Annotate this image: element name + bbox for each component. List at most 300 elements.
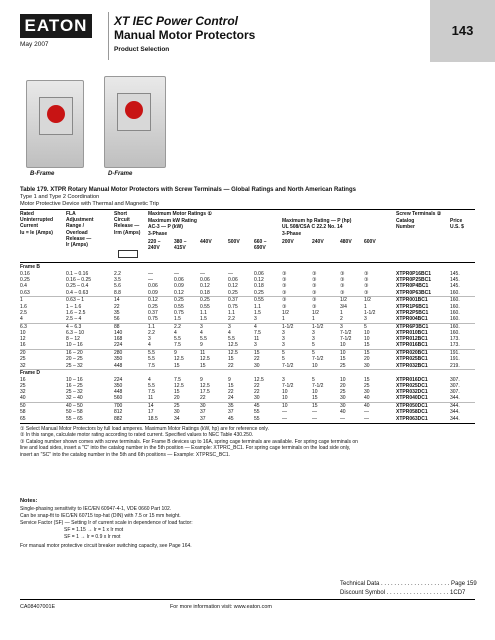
table-cell: 10 [20,330,26,336]
table-cell: ③ [312,297,317,304]
table-cell: 0.12 [148,297,158,304]
table-cell: 4 [200,330,203,336]
table-cell: 7-1/2 [312,383,324,389]
table-cell: 25 [340,362,346,369]
note-line: Can be snap-fit to IEC/EN 60715 top-hat (DIN) with 7.5 or 15 mm height. [20,513,181,519]
table-cell: 0.37 [148,309,158,316]
table-cell: 344. [450,395,460,402]
table-cell: 0.37 [228,297,238,304]
table-cell: XTPR058DC1 [396,409,428,416]
table-cell: 3 [254,342,257,349]
table-cell: 280 [114,350,123,357]
table-cell: 30 [254,362,260,369]
table-cell: 560 [114,395,123,402]
kw-col-5: 660 – 690V [254,239,267,252]
table-cell: 10 [282,403,288,410]
table-cell: 16 – 20 [66,350,83,357]
table-cell: 32 [20,362,26,369]
table-cell: 40 [364,395,370,402]
rotary-knob-icon [125,101,143,119]
table-cell: 10 [340,342,346,349]
table-cell: XTPR0P25BC1 [396,277,432,284]
table-cell: 1.1 [254,303,261,310]
table-cell: 22 [254,356,260,363]
b-frame-label: B-Frame [30,171,55,177]
table-cell: 140 [114,330,123,336]
table-cell: 25 [20,383,26,389]
table-cell: 1.1 [148,323,155,330]
catalog-code: CA08407001E [20,604,56,610]
table-cell: 3.5 [114,277,121,284]
table-cell: 1/2 [340,297,347,304]
table-cell: ③ [312,283,317,290]
hp-head-2: UL 508/CSA C 22.2 No. 14 [282,224,343,230]
table-cell: 9 [174,350,177,357]
hp-col-2: 240V [312,239,324,245]
table-cell: 30 [364,362,370,369]
table-cell: 0.06 [174,277,184,284]
table-cell: XTPR025BC1 [396,356,428,363]
eaton-logo: EATON [20,14,92,38]
table-cell: 15 [340,356,346,363]
table-cell: 350 [114,356,123,363]
table-cell: 20 [20,350,26,357]
table-cell: ③ [340,277,345,284]
table-cell: 11 [254,336,260,343]
table-cell: 160. [450,316,460,322]
table-cell: 219. [450,362,460,369]
table-cell: 22 [228,389,234,396]
table-cell: 0.06 [228,277,238,284]
table-cell: XTPR016DC1 [396,376,428,383]
table-cell: 3 [282,330,285,336]
col-screw-terminals: Screw Terminals ② [396,211,442,217]
table-cell: 0.25 – 0.4 [66,283,89,290]
table-cell: XTPR0P63BC1 [396,289,432,296]
table-cell: ③ [364,283,369,290]
table-cell: 5.5 [200,336,207,343]
technical-data-ref: Technical Data . . . . . . . . . . . . . . . . . . . . . Page 159 [340,581,477,587]
table-cell: 9 [200,342,203,349]
table-cell: 1/2 [282,309,289,316]
notes-heading: Notes: [20,498,38,504]
table-cell: 1 [282,316,285,322]
col-rated [20,211,53,236]
table-cell: 24 [228,395,234,402]
fla-l3: Range / [66,223,85,230]
table-cell: 30 [200,403,206,410]
table-cell: 3/4 [340,303,347,310]
d-frame-image [104,76,166,168]
table-cell: — [148,271,153,277]
table-cell: XTPR020BC1 [396,350,428,357]
website-link[interactable]: For more information visit: www.eaton.com [170,604,272,610]
table-cell: 4 [148,342,151,349]
table-cell: 15 [228,356,234,363]
table-cell: 0.55 [174,303,184,310]
b-frame-image [26,80,84,168]
table-cell: 30 [174,409,180,416]
hp-col-3: 480V [340,239,352,245]
rated-l3: Current [20,223,39,230]
page-title-line1: XT IEC Power Control [114,14,239,28]
table-cell: — [364,415,369,422]
table-cell: 16 [20,376,26,383]
table-cell: XTPR001BC1 [396,297,428,304]
table-cell: 5 [312,350,315,357]
table-cell: 0.16 – 0.25 [66,277,92,284]
table-cell: 2.2 [174,323,181,330]
table-cell: 12.5 [228,350,238,357]
table-cell: 700 [114,403,123,410]
table-cell: 11 [148,395,154,402]
table-cell: 160. [450,289,460,296]
frame-divider-rule [20,369,475,370]
fla-l5: Release — [66,235,92,242]
table-cell: 160. [450,303,460,310]
table-cell: 1.6 – 2.5 [66,309,86,316]
table-cell: 812 [114,409,123,416]
table-cell: 3 [282,336,285,343]
table-cell: 307. [450,383,460,389]
catalog-l2: Number [396,224,415,231]
table-cell: 7.5 [148,389,155,396]
col-catalog [396,218,415,230]
short-l4: Irm (Amps) [114,229,141,236]
table-cell: 2 [340,316,343,322]
table-cell: 25 [340,389,346,396]
table-cell: 344. [450,409,460,416]
table-cell: 3 [228,323,231,330]
table-cell: 145. [450,277,460,284]
table-cell: 0.63 – 1 [66,297,85,304]
table-cell: 15 [364,350,370,357]
col-price [450,218,464,230]
table-cell: 7.5 [148,362,155,369]
table-cell: 1-1/2 [364,309,376,316]
rated-l1: Rated [20,211,34,217]
table-cell: 22 [200,395,206,402]
table-cell: 40 [340,409,346,416]
table-cell: 12.5 [254,376,264,383]
table-cell: 5.5 [148,383,155,389]
table-cell: 30 [254,395,260,402]
table-cell: 3 [254,316,257,322]
table-cell: XTPR2P5BC1 [396,309,429,316]
table-cell: 4 – 6.3 [66,323,82,330]
table-cell: 11 [200,350,206,357]
note-line: Single-phasing sensitivity to IEC/EN 60947-4-1, VDE 0660 Part 102. [20,506,172,512]
table-subtitle-1: Type 1 and Type 2 Coordination [20,194,100,200]
table-cell: 168 [114,336,123,343]
table-cell: — [174,271,179,277]
table-cell: 0.09 [148,289,158,296]
table-cell: 10 [312,362,318,369]
table-cell: 0.12 [200,283,210,290]
table-cell: 15 [174,389,180,396]
table-cell: 0.18 [254,283,264,290]
table-cell: 0.63 [20,289,30,296]
table-cell: XTPR012BC1 [396,336,428,343]
fla-l2: Adjustment [66,217,94,224]
table-cell: ③ [312,303,317,310]
table-cell: 7-1/2 [340,336,352,343]
table-cell: 5.5 [174,336,181,343]
table-cell: XTPR050DC1 [396,403,428,410]
table-cell: 0.4 – 0.63 [66,289,89,296]
table-cell: 32 – 40 [66,395,83,402]
table-cell: 0.75 [228,303,238,310]
publication-date: May 2007 [20,41,49,48]
table-cell: 22 [114,303,120,310]
footer-rule [20,599,475,600]
table-cell: 45 [228,415,234,422]
table-cell: XTPR004BC1 [396,316,428,322]
table-title: Table 179. XTPR Rotary Manual Motor Protectors with Screw Terminals — Global Ratings and North American Ratings [20,187,356,193]
table-cell: 0.16 [20,271,30,277]
table-cell: 56 [114,316,120,322]
table-cell: 40 [364,403,370,410]
table-cell: 7-1/2 [340,330,352,336]
table-cell: ③ [312,289,317,296]
table-cell: ③ [364,289,369,296]
table-cell: 2.2 [148,330,155,336]
table-cell: 20 [340,383,346,389]
fla-l4: Overload [66,229,88,236]
table-cell: 35 [228,403,234,410]
table-cell: 0.25 [254,289,264,296]
table-cell: 1 [340,309,343,316]
table-cell: XTPR040DC1 [396,395,428,402]
table-cell: 7-1/2 [312,356,324,363]
table-cell: 1.1 [228,309,235,316]
kw-head-1: Maximum kW Rating [148,218,197,224]
table-cell: XTPR016BC1 [396,342,428,349]
table-cell: 7.5 [174,376,181,383]
hp-head-1: Maximum hp Rating — P (hp) [282,218,352,224]
table-cell: 5.5 [228,336,235,343]
table-cell: 20 [174,395,180,402]
short-l2: Circuit [114,217,130,224]
table-cell: 191. [450,350,460,357]
table-cell: 9 [228,376,231,383]
table-cell: XTPR0P16BC1 [396,271,432,277]
short-l3: Release — [114,223,140,230]
col-short-circuit [114,211,140,236]
table-cell: 3 [364,316,367,322]
table-cell: 0.25 [20,277,30,284]
table-cell: 1.1 [200,309,207,316]
table-cell: 0.09 [174,283,184,290]
table-cell: 12.5 [174,356,184,363]
table-cell: 25 [364,383,370,389]
table-cell: 3 [148,336,151,343]
table-cell: 173. [450,342,460,349]
table-cell: 350 [114,383,123,389]
table-cell: 12.5 [200,383,210,389]
table-cell: ③ [340,283,345,290]
footnote: ② In this range, calculate motor rating according to rated current. Specified values to NEC Table 430.250. [20,432,254,439]
table-cell: 50 [20,403,26,410]
table-cell: ③ [282,303,287,310]
table-bottom-rule [20,423,475,424]
table-cell: 1-1/2 [312,323,324,330]
table-cell: — [340,415,345,422]
table-cell: 0.4 [20,283,27,290]
table-cell: 22 [254,383,260,389]
table-cell: 14 [148,403,154,410]
table-cell: 14 [114,297,120,304]
table-cell: 1/2 [312,309,319,316]
table-cell: 307. [450,376,460,383]
col-fla [66,211,94,248]
table-cell: 88 [114,323,120,330]
table-cell: 25 – 32 [66,389,83,396]
kw-head-2: AC-3 — P (kW) [148,224,183,230]
table-cell: 0.25 [148,303,158,310]
note-line: SF = 1.15 → Ir = 1 x Ir mot [64,527,124,533]
note-line: For manual motor protective circuit breaker switching capacity, see Page 164. [20,543,192,549]
note-line: Service Factor (SF) — Setting Ir of current scale in dependence of load factor: [20,520,193,526]
rated-l4: Iu = Ie (Amps) [20,229,53,236]
table-cell: — [200,271,205,277]
table-subtitle-2: Motor Protective Device with Thermal and Magnetic Trip [20,201,159,207]
catalog-l1: Catalog [396,218,415,224]
table-cell: 55 [254,409,260,416]
table-cell: 0.25 [200,297,210,304]
table-cell: 18.5 [148,415,158,422]
table-cell: 0.06 [148,283,158,290]
table-cell: 0.75 [174,309,184,316]
table-cell: 30 [364,389,370,396]
table-cell: 25 – 32 [66,362,83,369]
table-cell: 12.5 [228,342,238,349]
table-cell: 17.5 [200,389,210,396]
table-cell: 160. [450,309,460,316]
footnote: ① Select Manual Motor Protectors by full load amperes. Maximum Motor Ratings (kW, hp) are for reference only. [20,425,269,432]
table-cell: 3 [312,336,315,343]
section-title: Product Selection [114,46,170,53]
table-cell: 37 [200,415,206,422]
page-title-line2: Manual Motor Protectors [114,28,256,42]
short-l1: Short [114,211,128,217]
kw-col-1: 220 – 240V [148,239,161,252]
table-cell: 34 [174,415,180,422]
table-cell: 15 [312,395,318,402]
rotary-knob-icon [47,105,65,123]
table-cell: 224 [114,376,123,383]
table-cell: 30 [340,395,346,402]
table-cell: 5 [282,350,285,357]
table-cell: 160. [450,330,460,336]
table-cell: — [282,415,287,422]
table-cell: 40 – 50 [66,403,83,410]
frame-d-label: Frame D [20,369,41,376]
table-cell: 4 [148,376,151,383]
table-cell: 4 [228,330,231,336]
table-cell: ③ [282,289,287,296]
table-cell: 1 – 1.6 [66,303,82,310]
table-cell: 40 [20,395,26,402]
table-cell: 12.5 [200,356,210,363]
table-cell: 20 – 25 [66,356,83,363]
table-cell: 58 [20,409,26,416]
kw-col-2: 380 – 415V [174,239,187,252]
table-cell: ③ [312,271,317,277]
table-cell: 0.12 [174,289,184,296]
table-cell: XTPR032BC1 [396,362,428,369]
table-cell: 15 [364,376,370,383]
table-top-rule [20,209,475,210]
kw-three-phase: 3-Phase [148,231,168,237]
table-cell: ③ [340,289,345,296]
table-cell: ③ [282,277,287,284]
table-cell: 5.5 [148,350,155,357]
hp-col-1: 200V [282,239,294,245]
page-number: 143 [430,0,495,62]
table-cell: 1.5 [174,316,181,322]
table-cell: XTPR032DC1 [396,389,428,396]
table-cell: 22 [228,362,234,369]
table-cell: 173. [450,336,460,343]
table-cell: 37 [200,409,206,416]
table-cell: 0.12 [228,283,238,290]
table-cell: — [282,409,287,416]
table-cell: 6.3 [20,323,27,330]
table-cell: 1 [20,297,23,304]
fla-l1: FLA [66,211,76,217]
table-cell: 12.5 [174,383,184,389]
table-cell: XTPR010BC1 [396,330,428,336]
table-cell: 45 [254,403,260,410]
table-cell: XTPR0P4BC1 [396,283,429,290]
table-cell: ③ [282,271,287,277]
col-max-motor: Maximum Motor Ratings ① [148,211,212,217]
table-cell: 160. [450,297,460,304]
table-cell: 5 [282,356,285,363]
table-cell: 7.5 [174,342,181,349]
table-cell: 344. [450,403,460,410]
table-cell: 7-1/2 [282,383,294,389]
table-cell: 7-1/2 [282,362,294,369]
table-cell: 16 – 25 [66,383,83,389]
note-line: SF = 1 → Ir = 0.9 x Ir mot [64,534,121,540]
table-cell: 3 [282,342,285,349]
table-cell: ③ [364,277,369,284]
hp-col-4: 600V [364,239,376,245]
table-cell: 50 – 58 [66,409,83,416]
table-cell: — [364,409,369,416]
table-cell: ③ [364,271,369,277]
table-cell: XTPR063DC1 [396,415,428,422]
table-cell: 25 [174,403,180,410]
table-cell: 25 [20,356,26,363]
footnote: insert an "SC" into the catalog number in the 5th and 6th positions — Example: XTPRSC_BC1. [20,451,231,458]
table-cell: 0.55 [254,297,264,304]
table-cell: 7.5 [254,330,261,336]
table-cell: 1/2 [364,297,371,304]
table-cell: — [312,409,317,416]
table-cell: 145. [450,271,460,277]
price-l2: U.S. $ [450,224,464,231]
table-cell: 12 [20,336,26,343]
footnote: ③ Catalog number shown comes with screw terminals. For Frame B devices up to 16A, spring cage terminals are available. For spring cage terminals on [20,438,358,445]
discount-symbol-ref: Discount Symbol . . . . . . . . . . . . . . . . . . . 1CD7 [340,590,466,596]
table-cell: 160. [450,323,460,330]
rated-l2: Uninterrupted [20,217,54,224]
d-frame-label: D-Frame [108,171,133,177]
table-cell: 3 [340,323,343,330]
